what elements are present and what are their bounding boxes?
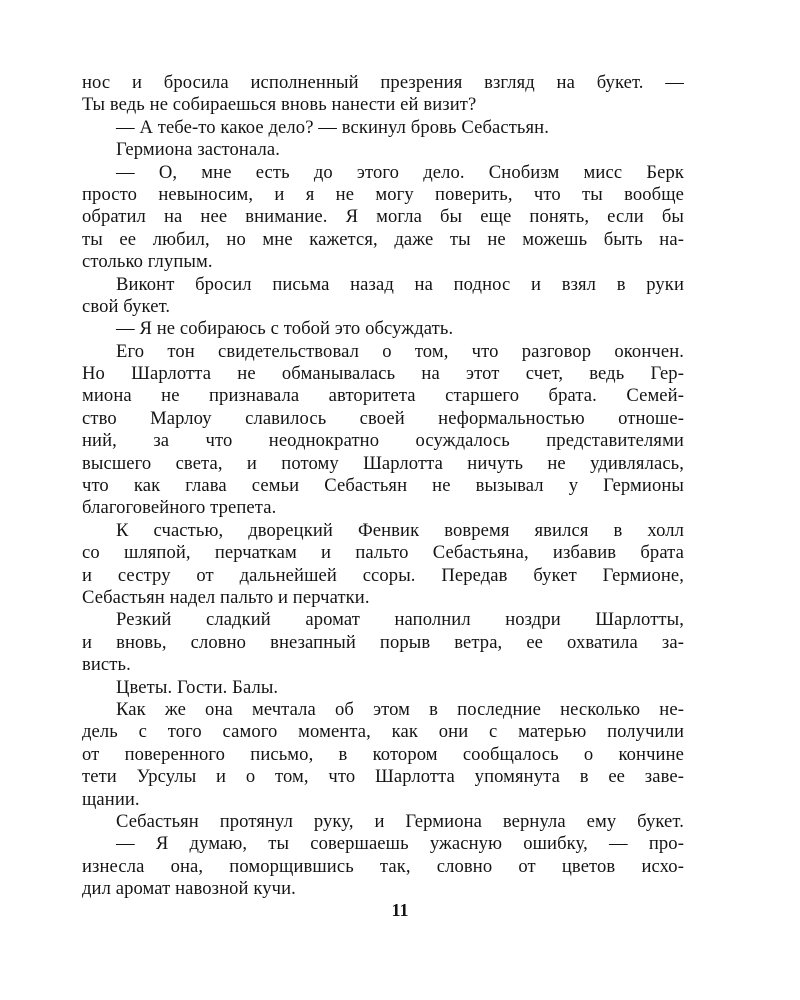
- text-line: просто невыносим, и я не могу поверить, что ты вообще: [82, 183, 684, 205]
- text-line: Его тон свидетельствовал о том, что разговор окончен.: [116, 340, 684, 362]
- text-line: — Я думаю, ты совершаешь ужасную ошибку, — про-: [116, 833, 684, 855]
- text-line: благоговейного трепета.: [82, 497, 277, 519]
- text-line: — О, мне есть до этого дело. Снобизм мисс Берк: [116, 161, 684, 183]
- text-line: от поверенного письмо, в котором сообщалось о кончине: [82, 743, 684, 765]
- text-line: Гермиона застонала.: [116, 139, 280, 161]
- text-line: щании.: [82, 788, 140, 810]
- text-line: Себастьян надел пальто и перчатки.: [82, 586, 370, 608]
- text-line: миона не признавала авторитета старшего брата. Семей-: [82, 385, 684, 407]
- text-line: ство Марлоу славилось своей неформальностью отноше-: [82, 407, 684, 429]
- text-line: и сестру от дальнейшей ссоры. Передав букет Гермионе,: [82, 564, 684, 586]
- text-line: К счастью, дворецкий Фенвик вовремя явился в холл: [116, 519, 684, 541]
- text-line: столько глупым.: [82, 251, 213, 273]
- text-line: высшего света, и потому Шарлотта ничуть не удивлялась,: [82, 452, 684, 474]
- text-line: дил аромат навозной кучи.: [82, 878, 296, 900]
- text-line: изнесла она, поморщившись так, словно от цветов исхо-: [82, 855, 684, 877]
- text-line: — Я не собираюсь с тобой это обсуждать.: [116, 318, 454, 340]
- text-line: и вновь, словно внезапный порыв ветра, ее охватила за-: [82, 631, 684, 653]
- text-line: Резкий сладкий аромат наполнил ноздри Шарлотты,: [116, 609, 684, 631]
- page-number: 11: [391, 900, 409, 920]
- text-line: что как глава семьи Себастьян не вызывал у Гермионы: [82, 475, 684, 497]
- text-line: Себастьян протянул руку, и Гермиона вернула ему букет.: [116, 810, 684, 832]
- text-line: ты ее любил, но мне кажется, даже ты не можешь быть на-: [82, 228, 684, 250]
- text-line: дель с того самого момента, как они с матерью получили: [82, 721, 684, 743]
- text-line: висть.: [82, 654, 131, 676]
- text-line: свой букет.: [82, 295, 171, 317]
- text-line: Как же она мечтала об этом в последние несколько не-: [116, 698, 684, 720]
- text-line: Ты ведь не собираешься вновь нанести ей визит?: [82, 94, 477, 116]
- text-line: ний, за что неоднократно осуждалось представителями: [82, 430, 684, 452]
- text-line: — А тебе-то какое дело? — вскинул бровь Себастьян.: [116, 116, 549, 138]
- text-line: нос и бросила исполненный презрения взгляд на букет. —: [82, 72, 684, 93]
- text-line: обратил на нее внимание. Я могла бы еще понять, если бы: [82, 206, 684, 228]
- text-line: тети Урсулы и о том, что Шарлотта упомянута в ее заве-: [82, 766, 684, 788]
- text-line: Виконт бросил письма назад на поднос и взял в руки: [116, 273, 684, 295]
- text-line: со шляпой, перчаткам и пальто Себастьяна, избавив брата: [82, 542, 684, 564]
- text-line: Но Шарлотта не обманывалась на этот счет, ведь Гер-: [82, 363, 684, 385]
- body-text: [82, 72, 684, 900]
- text-line: Цветы. Гости. Балы.: [116, 676, 279, 698]
